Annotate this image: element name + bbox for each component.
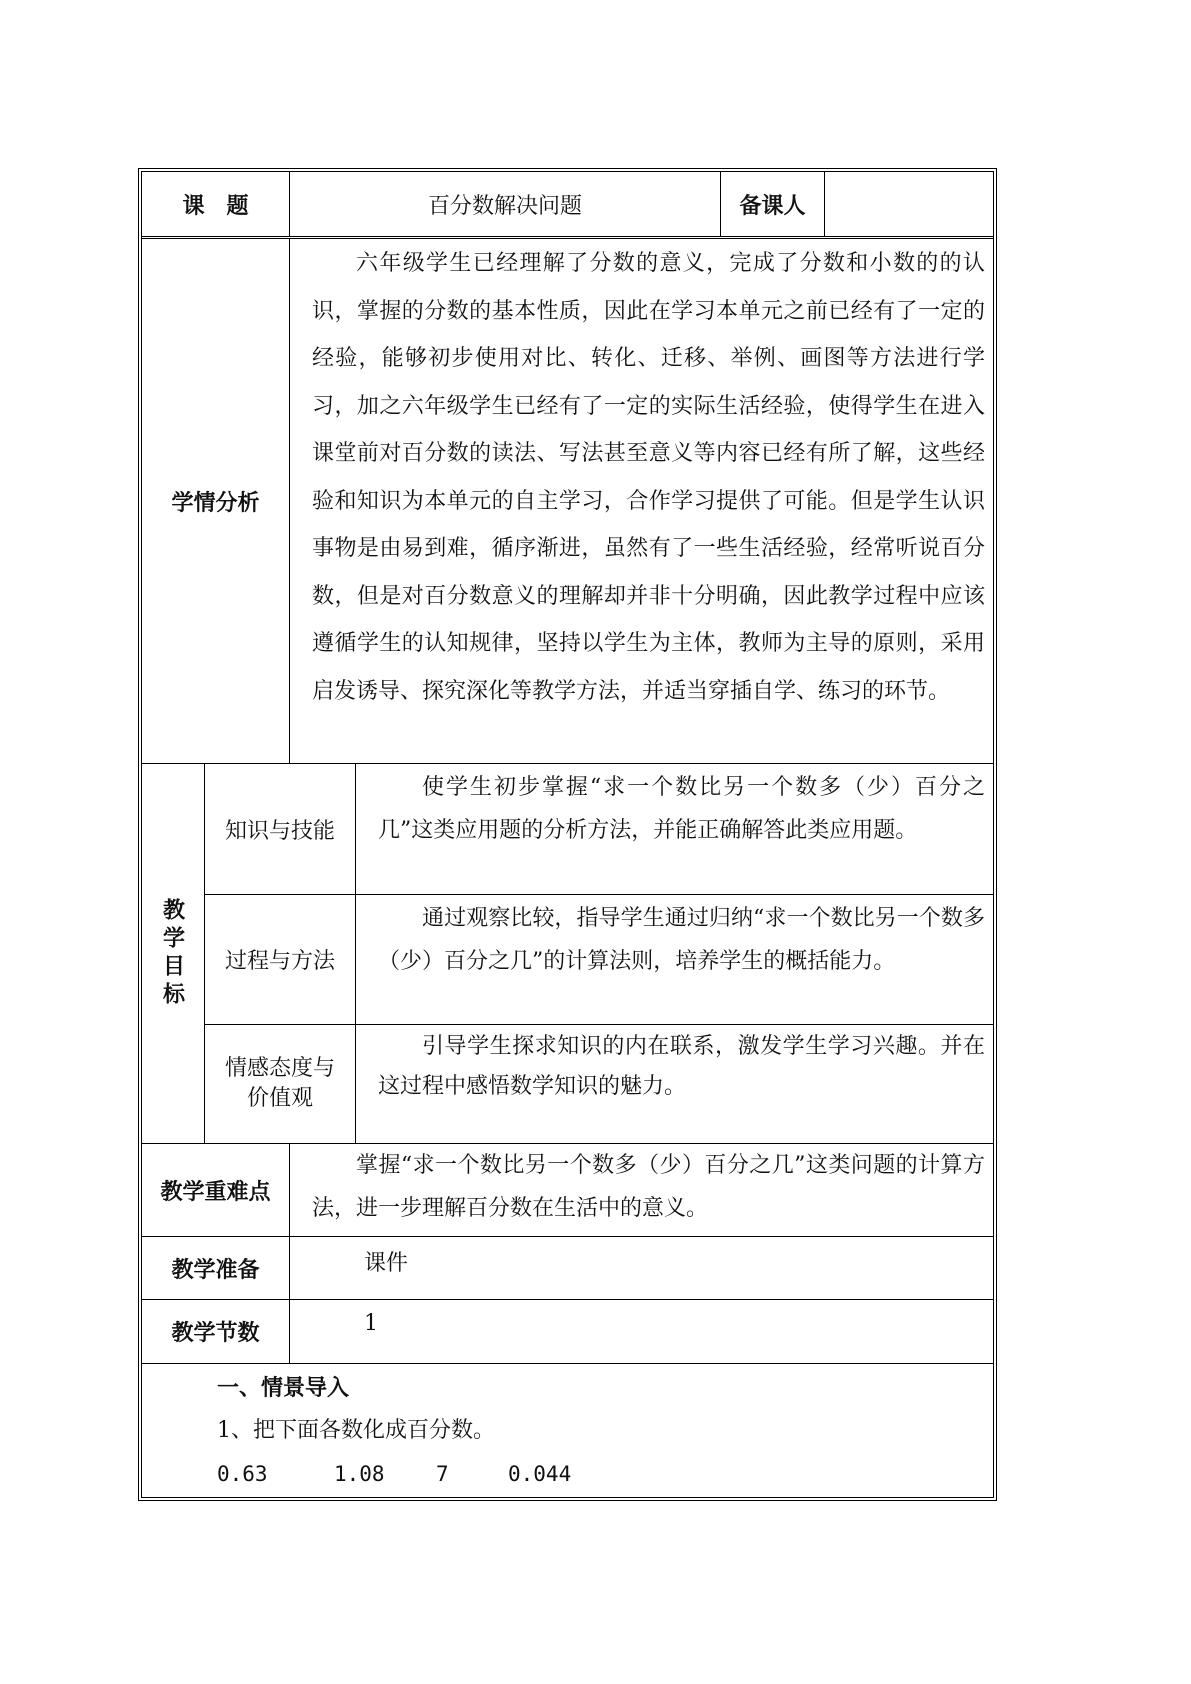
- topic-label: 课 题: [182, 192, 249, 219]
- key-points-label: 教学重难点: [160, 1178, 271, 1205]
- goal-attitude-row: [205, 1024, 993, 1143]
- number-item: 1.08: [334, 1462, 385, 1486]
- goal-process-label: 过程与方法: [224, 949, 335, 974]
- header-row: [142, 172, 993, 236]
- process-row: [142, 1363, 993, 1497]
- goal-knowledge-row: [205, 764, 993, 894]
- teaching-goals-label: 教学目标: [159, 897, 186, 1010]
- key-points-text: 掌握“求一个数比另一个数多（少）百分之几”这类问题的计算方法，进一步理解百分数在生活中的意义。: [312, 1153, 985, 1221]
- goal-knowledge-text: 使学生初步掌握“求一个数比另一个数多（少）百分之几”这类应用题的分析方法，并能正确解答此类应用题。: [378, 775, 985, 843]
- goal-process-text: 通过观察比较，指导学生通过归纳“求一个数比另一个数多（少）百分之几”的计算法则，培养学生的概括能力。: [378, 906, 985, 974]
- periods-row: [142, 1299, 993, 1363]
- learning-analysis-row: [142, 236, 993, 763]
- periods-value: 1: [364, 1311, 378, 1336]
- goal-attitude-text: 引导学生探求知识的内在联系，激发学生学习兴趣。并在这过程中感悟数学知识的魅力。: [378, 1034, 985, 1099]
- preparer-value: [824, 172, 993, 236]
- process-heading: 一、情景导入: [217, 1375, 350, 1401]
- learning-analysis-text: 六年级学生已经理解了分数的意义，完成了分数和小数的的认识，掌握的分数的基本性质，因此在学习本单元之前已经有了一定的经验，能够初步使用对比、转化、迁移、举例、画图等方法进行学习，加之六年级学生已经有了一定的实际生活经验，使得学生在进入课堂前对百分数的读法、写法甚至意义等内容已经有所了解，这些经验和知识为本单元的自主学习，合作学习提供了可能。但是学生认识事物是由易到难，循序渐进，虽然有了一些生活经验，经常听说百分数，但是对百分数意义的理解却并非十分明确，因此教学过程中应该遵循学生的认知规律，坚持以学生为主体，教师为主导的原则，采用启发诱导、探究深化等教学方法，并适当穿插自学、练习的环节。: [312, 251, 985, 704]
- process-numbers: [217, 1454, 985, 1497]
- goal-knowledge-label: 知识与技能: [224, 818, 335, 844]
- goal-attitude-label: 情感态度与价值观: [224, 1056, 335, 1111]
- key-points-row: [142, 1143, 993, 1236]
- lesson-plan-table: [138, 168, 997, 1501]
- teaching-goals-row: [142, 763, 993, 1143]
- preparation-row: [142, 1236, 993, 1299]
- table-frame: [138, 168, 997, 1501]
- periods-label: 教学节数: [171, 1320, 260, 1346]
- number-item: 0.044: [508, 1462, 572, 1486]
- preparation-value: 课件: [364, 1251, 409, 1276]
- goal-process-row: [205, 894, 993, 1024]
- number-item: 7: [436, 1462, 449, 1486]
- preparation-label: 教学准备: [171, 1256, 260, 1283]
- learning-analysis-label: 学情分析: [171, 489, 260, 516]
- topic-value: 百分数解决问题: [289, 172, 720, 236]
- preparer-label: 备课人: [720, 172, 824, 236]
- process-task: 1、把下面各数化成百分数。: [217, 1418, 495, 1443]
- number-item: 0.63: [217, 1462, 268, 1486]
